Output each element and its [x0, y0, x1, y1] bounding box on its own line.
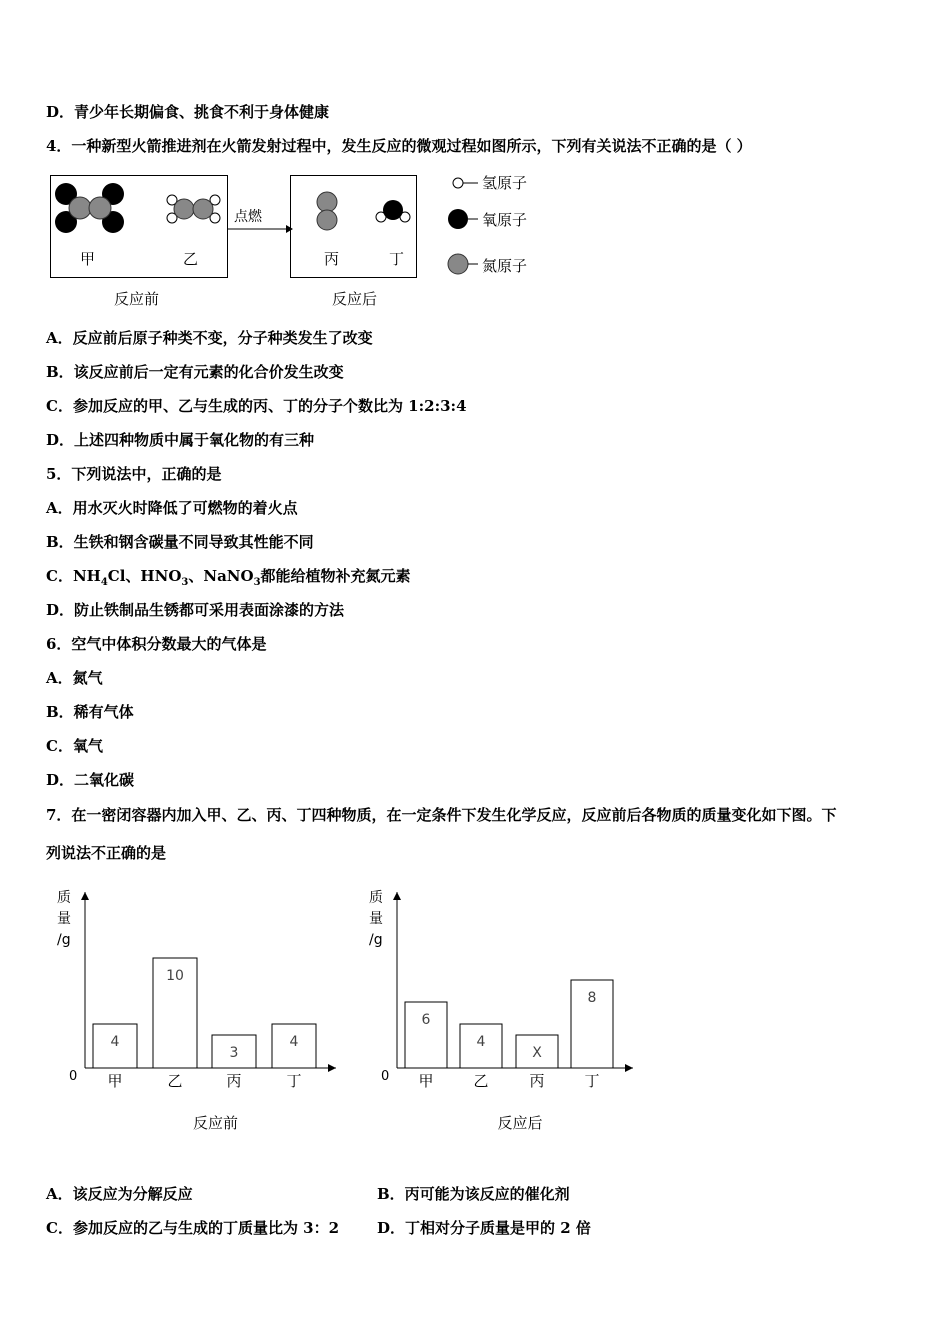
chart1-y-axis-arrow [81, 892, 89, 900]
chart1-title: 反应前 [192, 1114, 239, 1132]
label-ding: 丁 [389, 250, 405, 268]
q5-stem: 5．下列说法中，正确的是 [46, 465, 222, 483]
chart2-origin-label: 0 [381, 1069, 390, 1084]
q7-option-d: D．丁相对分子质量是甲的 2 倍 [377, 1219, 591, 1237]
q7-stem-line2: 列说法不正确的是 [46, 844, 167, 862]
chart1-category-label-4: 丁 [286, 1072, 302, 1090]
chart2-data-label-3: X [532, 1045, 542, 1061]
legend-hydrogen-icon [453, 178, 478, 188]
q6-option-d: D．二氧化碳 [46, 771, 135, 789]
arrow-label: 点燃 [234, 209, 262, 225]
q3-option-d: D．青少年长期偏食、挑食不利于身体健康 [46, 103, 330, 121]
molecule-bing [317, 192, 337, 230]
chart1-category-label-1: 甲 [107, 1072, 123, 1090]
q5c-text-2: Cl、HNO [107, 567, 182, 585]
q7-stem-line1: 7．在一密闭容器内加入甲、乙、丙、丁四种物质，在一定条件下发生化学反应，反应前后各物质的质量变化如下图。下 [46, 806, 837, 824]
q5-option-c [46, 566, 411, 593]
chart2-ylabel-part: /g [369, 932, 383, 948]
molecule-ding [376, 200, 410, 222]
q6-option-c: C．氧气 [46, 737, 103, 755]
mass-bar-charts [40, 880, 740, 1160]
q7-option-c: C．参加反应的乙与生成的丁质量比为 3：2 [46, 1219, 340, 1237]
q7-option-a: A．该反应为分解反应 [46, 1185, 193, 1203]
legend-hydrogen-label: 氢原子 [482, 174, 528, 192]
q4-option-b: B．该反应前后一定有元素的化合价发生改变 [46, 363, 344, 381]
chart1-category-label-3: 丙 [226, 1072, 242, 1090]
q5-option-d: D．防止铁制品生锈都可采用表面涂漆的方法 [46, 601, 345, 619]
q4-option-c: C．参加反应的甲、乙与生成的丙、丁的分子个数比为 1:2:3:4 [46, 397, 467, 415]
chart1-data-label-1: 4 [110, 1034, 120, 1050]
caption-before: 反应前 [114, 290, 160, 308]
q5-option-a: A．用水灭火时降低了可燃物的着火点 [46, 499, 298, 517]
chart2-ylabel-part: 量 [369, 911, 383, 927]
q4-option-d: D．上述四种物质中属于氧化物的有三种 [46, 431, 315, 449]
q4-stem: 4．一种新型火箭推进剂在火箭发射过程中，发生反应的微观过程如图所示，下列有关说法不正确的是（ ） [46, 137, 752, 155]
q6-stem: 6．空气中体积分数最大的气体是 [46, 635, 267, 653]
chart1-ylabel-part: 质 [57, 890, 71, 906]
molecule-yi [167, 195, 220, 223]
chart2-category-label-2: 乙 [473, 1072, 489, 1090]
reaction-diagram [50, 172, 550, 312]
q5c-text-4: 都能给植物补充氮元素 [260, 567, 411, 585]
chart1-category-label-2: 乙 [167, 1072, 183, 1090]
label-yi: 乙 [183, 250, 199, 268]
chart2-y-axis-arrow [393, 892, 401, 900]
legend-oxygen-label: 氧原子 [482, 211, 528, 229]
q7-option-b: B．丙可能为该反应的催化剂 [377, 1185, 570, 1203]
legend-nitrogen-label: 氮原子 [482, 257, 528, 275]
molecule-jia [55, 183, 124, 233]
label-jia: 甲 [80, 250, 96, 268]
caption-after: 反应后 [332, 290, 378, 308]
legend-oxygen-icon [448, 209, 478, 229]
chart2-data-label-1: 6 [421, 1012, 431, 1028]
q5c-text-1: C．NH [46, 567, 101, 585]
chart2-category-label-1: 甲 [418, 1072, 434, 1090]
q6-option-a: A．氮气 [46, 669, 103, 687]
q4-option-a: A．反应前后原子种类不变，分子种类发生了改变 [46, 329, 373, 347]
chart2-category-label-3: 丙 [529, 1072, 545, 1090]
chart2-data-label-2: 4 [476, 1034, 486, 1050]
q5c-sub-3: 3 [253, 577, 261, 588]
chart1-data-label-3: 3 [229, 1045, 239, 1061]
q5c-sub-2: 3 [181, 577, 189, 588]
chart1-origin-label: 0 [69, 1069, 78, 1084]
chart2-ylabel-part: 质 [369, 890, 383, 906]
q5-option-b: B．生铁和钢含碳量不同导致其性能不同 [46, 533, 314, 551]
legend-nitrogen-icon [448, 254, 478, 274]
q6-option-b: B．稀有气体 [46, 703, 134, 721]
chart1-x-axis-arrow [328, 1064, 336, 1072]
chart1-data-label-2: 10 [166, 968, 184, 984]
chart2-category-label-4: 丁 [584, 1072, 600, 1090]
chart1-data-label-4: 4 [289, 1034, 299, 1050]
q5c-text-3: 、NaNO [188, 567, 254, 585]
chart1-ylabel-part: /g [57, 932, 71, 948]
chart2-x-axis-arrow [625, 1064, 633, 1072]
chart1-ylabel-part: 量 [57, 911, 71, 927]
q5c-sub-1: 4 [100, 577, 108, 588]
label-bing: 丙 [324, 250, 340, 268]
chart2-title: 反应后 [497, 1114, 543, 1132]
chart2-data-label-4: 8 [587, 990, 597, 1006]
